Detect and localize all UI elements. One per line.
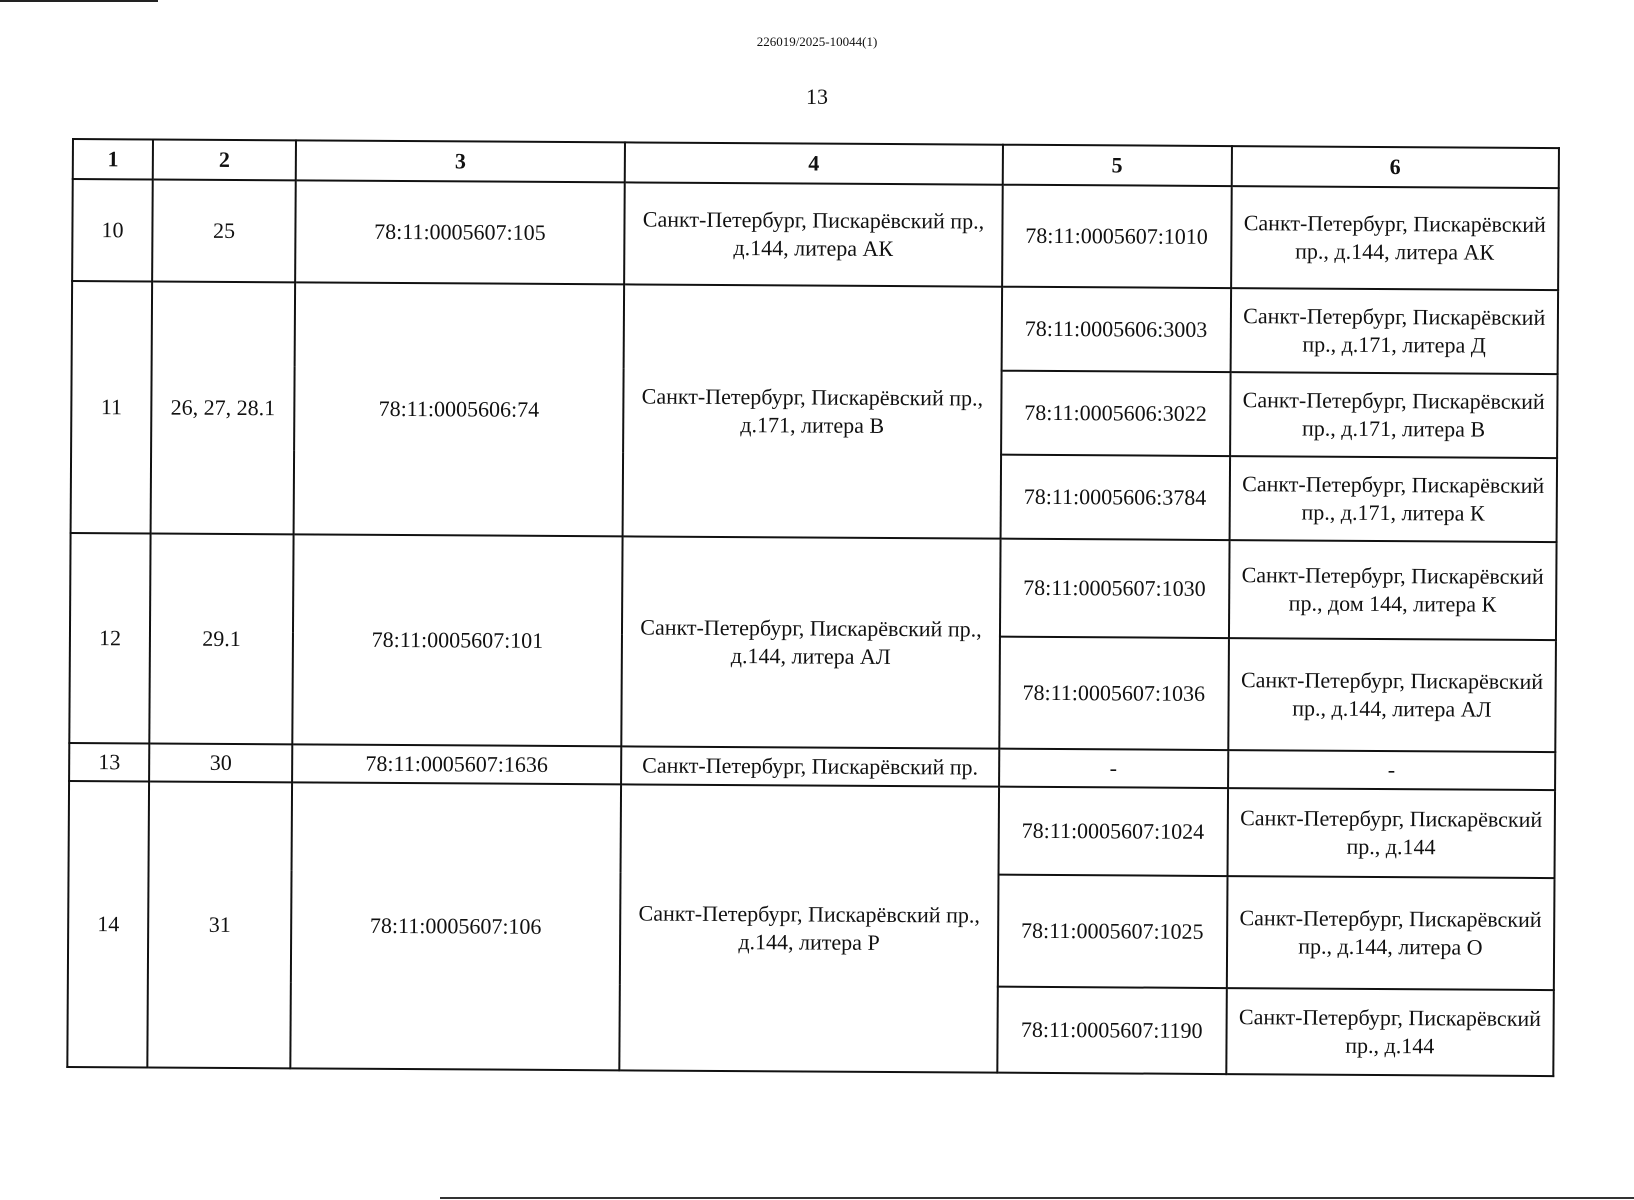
parcel-cadastral-number: 78:11:0005607:106 (290, 782, 621, 1070)
column-header: 4 (625, 142, 1003, 184)
object-cadastral-number: 78:11:0005607:1190 (997, 987, 1226, 1074)
object-cadastral-number: - (999, 749, 1228, 788)
object-address: Санкт-Петербург, Пискарёвский пр., д.144, литера АЛ (1228, 638, 1556, 752)
table-row (72, 179, 1559, 290)
table-row (72, 281, 1558, 374)
zone-numbers: 29.1 (150, 533, 294, 744)
object-cadastral-number: 78:11:0005606:3022 (1001, 371, 1230, 456)
column-header: 3 (296, 140, 626, 182)
row-number: 13 (69, 743, 150, 781)
column-header: 1 (73, 139, 154, 179)
document-number: 226019/2025-10044(1) (756, 34, 878, 49)
zone-numbers: 30 (149, 743, 292, 782)
object-address: Санкт-Петербург, Пискарёвский пр., д.171, литера К (1229, 456, 1557, 542)
object-address: Санкт-Петербург, Пискарёвский пр., д.144, литера О (1226, 876, 1554, 990)
object-cadastral-number: 78:11:0005606:3003 (1001, 287, 1230, 372)
parcel-address: Санкт-Петербург, Пискарёвский пр., д.144, литера АК (624, 182, 1002, 286)
object-address: Санкт-Петербург, Пискарёвский пр., д.171, литера Д (1230, 288, 1558, 374)
table-row (69, 781, 1556, 878)
object-cadastral-number: 78:11:0005607:1025 (998, 875, 1228, 988)
parcel-cadastral-number: 78:11:0005607:1636 (292, 744, 622, 784)
row-number: 14 (67, 781, 149, 1067)
object-address: Санкт-Петербург, Пискарёвский пр., д.144 (1227, 788, 1555, 878)
object-cadastral-number: 78:11:0005607:1030 (1000, 539, 1230, 638)
object-cadastral-number: 78:11:0005606:3784 (1000, 455, 1229, 540)
row-number: 10 (72, 179, 153, 281)
column-header: 5 (1002, 145, 1231, 186)
scan-edge-line (0, 0, 158, 2)
parcel-cadastral-number: 78:11:0005607:105 (295, 180, 625, 284)
object-address: - (1228, 750, 1556, 790)
column-header: 2 (153, 139, 296, 180)
object-address: Санкт-Петербург, Пискарёвский пр., д.171, литера В (1230, 372, 1558, 458)
row-number: 11 (71, 281, 153, 533)
zone-numbers: 25 (152, 179, 295, 282)
object-address: Санкт-Петербург, Пискарёвский пр., д.144 (1226, 988, 1554, 1076)
zone-numbers: 31 (148, 781, 292, 1068)
cadastral-table (66, 138, 1560, 1077)
object-address: Санкт-Петербург, Пискарёвский пр., д.144, литера АК (1231, 186, 1559, 290)
object-cadastral-number: 78:11:0005607:1010 (1002, 185, 1232, 288)
object-address: Санкт-Петербург, Пискарёвский пр., дом 144, литера К (1229, 540, 1557, 640)
parcel-cadastral-number: 78:11:0005606:74 (293, 282, 624, 536)
zone-numbers: 26, 27, 28.1 (151, 281, 295, 534)
parcel-address: Санкт-Петербург, Пискарёвский пр. (621, 746, 999, 786)
parcel-cadastral-number: 78:11:0005607:101 (292, 534, 623, 746)
table-row (70, 533, 1557, 640)
page-number: 13 (806, 84, 828, 109)
parcel-address: Санкт-Петербург, Пискарёвский пр., д.171, литера В (623, 284, 1002, 538)
scan-edge-line (440, 1197, 1634, 1199)
object-cadastral-number: 78:11:0005607:1036 (999, 637, 1229, 750)
parcel-address: Санкт-Петербург, Пискарёвский пр., д.144, литера Р (620, 784, 999, 1072)
row-number: 12 (69, 533, 151, 743)
parcel-address: Санкт-Петербург, Пискарёвский пр., д.144, литера АЛ (621, 536, 1000, 748)
object-cadastral-number: 78:11:0005607:1024 (998, 787, 1227, 876)
column-header: 6 (1231, 146, 1559, 188)
